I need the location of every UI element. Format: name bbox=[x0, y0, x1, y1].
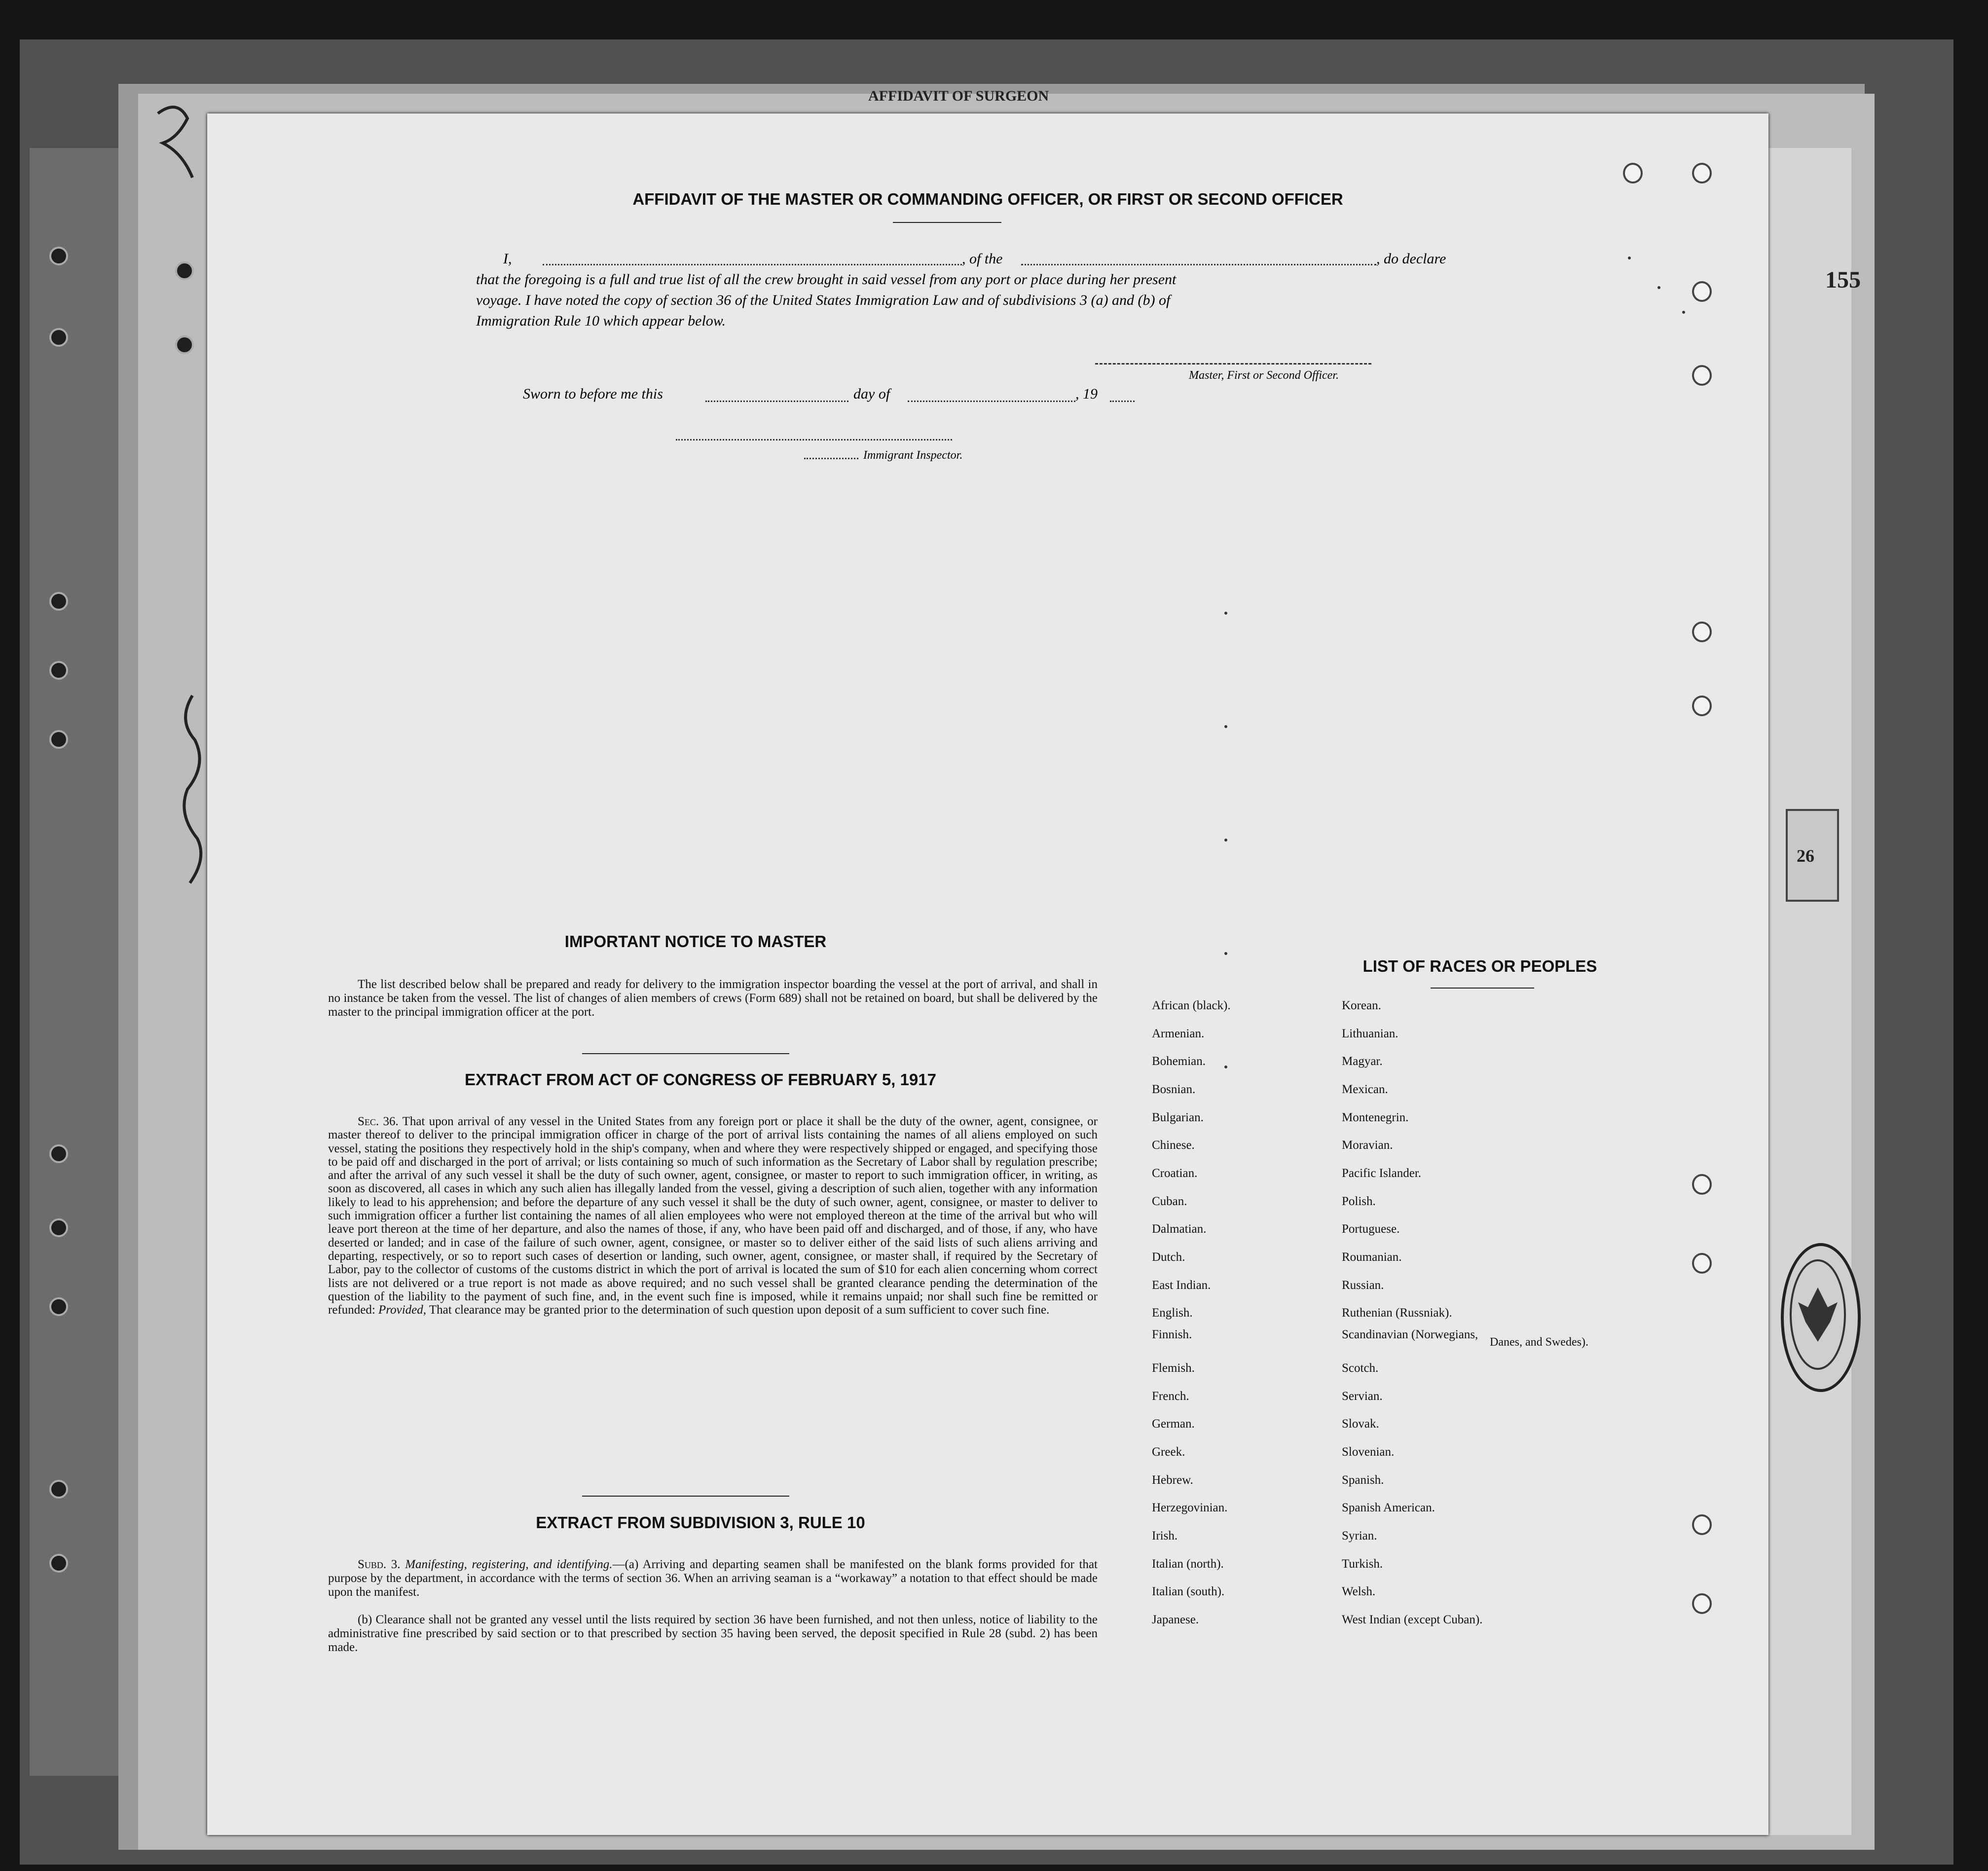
punch-hole bbox=[1623, 163, 1643, 183]
race-item: Irish. bbox=[1152, 1529, 1178, 1542]
race-item: Syrian. bbox=[1342, 1529, 1377, 1542]
race-item: Bulgarian. bbox=[1152, 1111, 1204, 1124]
race-item: Italian (north). bbox=[1152, 1557, 1224, 1571]
punch-hole bbox=[1692, 622, 1712, 642]
race-item: Greek. bbox=[1152, 1445, 1185, 1459]
act-provided-label: Provided, bbox=[378, 1303, 427, 1317]
mark bbox=[1224, 1065, 1227, 1068]
race-item: Bosnian. bbox=[1152, 1083, 1196, 1096]
race-item: French. bbox=[1152, 1390, 1189, 1403]
punch-hole bbox=[49, 1480, 68, 1499]
race-item: Polish. bbox=[1342, 1195, 1376, 1208]
affidavit-of-the: , of the bbox=[962, 251, 1003, 267]
act-text bbox=[328, 1115, 1098, 1317]
punch-hole bbox=[49, 661, 68, 680]
race-item: Spanish American. bbox=[1342, 1501, 1435, 1514]
punch-hole bbox=[49, 592, 68, 611]
race-item: Pacific Islander. bbox=[1342, 1167, 1422, 1180]
mark bbox=[1224, 725, 1227, 728]
race-item: Flemish. bbox=[1152, 1361, 1195, 1375]
punch-hole bbox=[49, 247, 68, 265]
sworn-year: , 19 bbox=[1075, 386, 1098, 402]
race-item-scandinavian-cont: Danes, and Swedes). bbox=[1490, 1336, 1588, 1349]
act-body: That upon arrival of any vessel in the United States from any foreign port or place it shall be the duty of the owner, agent, consignee, or master thereof to deliver to the principal immigration officer in charge of the port of arrival lists containing the names of all aliens employed on such vessel, stating the positions they respectively hold in the ship's company, when and where they were respectively shipped or engaged, and specifying those to be paid off and discharged in the port of arrival; or lists containing so much of such information as the Secretary of Labor shall by regulation prescribe; and after the arrival of any such vessel it shall be the duty of such owner, agent, consignee, or master to report to such immigration officer, in writing, as soon as discovered, all cases in which any such alien has illegally landed from the vessel, giving a description of such alien, together with any information likely to lead to his apprehension; and before the departure of any such vessel it shall be the duty of such owner, agent, consignee, or master to deliver to such immigration officer a further list containing the names of all alien employees who were not employed thereon at the time of the arrival but who will leave port thereon at the time of her departure, and also the names of those, if any, who have been paid off and discharged, and of those, if any, who have deserted or landed; and in case of the failure of such owner, agent, consignee, or master so to deliver either of the said lists of such aliens arriving and departing, respectively, or so to report such cases of desertion or landing, such owner, agent, consignee, or master shall, if required by the Secretary of Labor, pay to the collector of customs of the customs district in which the port of arrival is located the sum of $10 for each alien concerning whom correct lists are not delivered or a true report is not made as above required; and no such vessel shall be granted clearance pending the determination of the question of the liability to the payment of such fine, and, in the event such fine is imposed, while it remains unpaid; nor shall such fine be remitted or refunded: bbox=[328, 1115, 1098, 1317]
background-box: 26 bbox=[1786, 809, 1839, 902]
punch-hole bbox=[1692, 1253, 1712, 1274]
race-item: Moravian. bbox=[1342, 1138, 1393, 1152]
affidavit-line-3: voyage. I have noted the copy of section 36 of the United States Immigration Law and of subdivisions 3 (a) and (b) of bbox=[476, 292, 1171, 308]
background-heading: AFFIDAVIT OF SURGEON bbox=[868, 88, 1049, 104]
race-item: Chinese. bbox=[1152, 1138, 1195, 1152]
races-heading: LIST OF RACES OR PEOPLES bbox=[1362, 957, 1597, 975]
punch-hole bbox=[1692, 281, 1712, 302]
eagle-icon bbox=[1781, 1243, 1855, 1386]
punch-hole bbox=[1692, 696, 1712, 716]
punch-hole bbox=[49, 328, 68, 347]
handwriting-mark bbox=[148, 99, 212, 197]
race-item: Roumanian. bbox=[1342, 1250, 1402, 1264]
name-blank bbox=[543, 264, 962, 265]
rule-subd-title: Manifesting, registering, and identifying. bbox=[405, 1558, 613, 1571]
sworn-date-blank bbox=[705, 401, 848, 402]
race-item: Portuguese. bbox=[1342, 1222, 1400, 1236]
mark bbox=[1628, 257, 1631, 259]
punch-hole bbox=[49, 1218, 68, 1237]
punch-hole bbox=[1692, 365, 1712, 386]
punch-hole bbox=[175, 335, 194, 354]
notice-heading: IMPORTANT NOTICE TO MASTER bbox=[564, 932, 827, 951]
background-page-number: 155 bbox=[1825, 267, 1861, 293]
race-item: African (black). bbox=[1152, 999, 1231, 1012]
race-item: Japanese. bbox=[1152, 1613, 1199, 1626]
rule-para-a bbox=[328, 1558, 1098, 1599]
races-rule bbox=[1431, 988, 1534, 989]
race-item: Scotch. bbox=[1342, 1361, 1379, 1375]
race-item: Hebrew. bbox=[1152, 1473, 1193, 1487]
race-item: Italian (south). bbox=[1152, 1585, 1225, 1598]
inspector-label: Immigrant Inspector. bbox=[863, 449, 963, 462]
signature-label: Master, First or Second Officer. bbox=[1189, 369, 1339, 382]
race-item: Servian. bbox=[1342, 1390, 1383, 1403]
race-item: Slovenian. bbox=[1342, 1445, 1395, 1459]
sworn-prefix: Sworn to before me this bbox=[523, 386, 663, 402]
punch-hole bbox=[49, 1554, 68, 1573]
inspector-blank bbox=[676, 439, 952, 440]
affidavit-line-2: that the foregoing is a full and true list of all the crew brought in said vessel from any port or place during her present bbox=[476, 271, 1177, 288]
race-item: Welsh. bbox=[1342, 1585, 1376, 1598]
punch-hole bbox=[49, 1297, 68, 1316]
race-item: Spanish. bbox=[1342, 1473, 1384, 1487]
handwriting-mark bbox=[168, 691, 217, 888]
mark bbox=[1224, 839, 1227, 842]
notice-text: The list described below shall be prepared and ready for delivery to the immigration inspector boarding the vessel at the port of arrival, and shall in no instance be taken from the vessel. The list of changes of alien members of crews (Form 689) shall not be retained on board, but shall be delivered by the master to the principal immigration officer at the port. bbox=[328, 978, 1098, 1019]
race-item: West Indian (except Cuban). bbox=[1342, 1613, 1483, 1626]
race-item: Ruthenian (Russniak). bbox=[1342, 1306, 1452, 1320]
race-item: Korean. bbox=[1342, 999, 1381, 1012]
race-item: German. bbox=[1152, 1417, 1195, 1431]
race-item: Turkish. bbox=[1342, 1557, 1383, 1571]
race-item: Montenegrin. bbox=[1342, 1111, 1409, 1124]
race-item: Lithuanian. bbox=[1342, 1027, 1399, 1040]
race-item: Cuban. bbox=[1152, 1195, 1187, 1208]
rule-subd-label: Subd. 3. bbox=[358, 1558, 401, 1571]
signature-blank bbox=[1095, 363, 1371, 365]
affidavit-page bbox=[207, 113, 1768, 1835]
consulate-stamp bbox=[1781, 1243, 1861, 1392]
punch-hole bbox=[49, 1144, 68, 1163]
race-item: East Indian. bbox=[1152, 1279, 1211, 1292]
inspector-blank-2 bbox=[804, 458, 858, 459]
act-section-label: Sec. 36. bbox=[358, 1115, 399, 1128]
affidavit-line-4: Immigration Rule 10 which appear below. bbox=[476, 313, 726, 329]
race-item: Herzegovinian. bbox=[1152, 1501, 1228, 1514]
race-item: Russian. bbox=[1342, 1279, 1384, 1292]
sworn-day: day of bbox=[853, 386, 890, 402]
act-heading: EXTRACT FROM ACT OF CONGRESS OF FEBRUARY 5, 1917 bbox=[465, 1070, 936, 1089]
rule-para-b: (b) Clearance shall not be granted any vessel until the lists required by section 36 have been furnished, and not then unless, notice of liability to the administrative fine prescribed by said section or to that prescribed by section 35 having been served, the deposit specified in Rule 28 (subd. 2) has been made. bbox=[328, 1613, 1098, 1654]
act-rule bbox=[582, 1496, 789, 1497]
punch-hole bbox=[1692, 1174, 1712, 1195]
race-item: Bohemian. bbox=[1152, 1055, 1206, 1068]
punch-hole bbox=[175, 261, 194, 280]
sworn-month-blank bbox=[908, 401, 1075, 402]
race-item: Dalmatian. bbox=[1152, 1222, 1207, 1236]
mark bbox=[1224, 612, 1227, 615]
race-item: English. bbox=[1152, 1306, 1193, 1320]
mark bbox=[1224, 952, 1227, 955]
mark bbox=[1682, 311, 1685, 314]
punch-hole bbox=[49, 730, 68, 749]
notice-rule bbox=[582, 1053, 789, 1054]
race-item: Mexican. bbox=[1342, 1083, 1388, 1096]
mark bbox=[1657, 286, 1660, 289]
race-item: Scandinavian (Norwegians, bbox=[1342, 1328, 1478, 1341]
race-item: Slovak. bbox=[1342, 1417, 1379, 1431]
race-item: Finnish. bbox=[1152, 1328, 1192, 1341]
punch-hole bbox=[1692, 163, 1712, 183]
rule-heading: EXTRACT FROM SUBDIVISION 3, RULE 10 bbox=[536, 1513, 865, 1532]
race-item: Dutch. bbox=[1152, 1250, 1185, 1264]
heading-rule bbox=[893, 222, 1001, 223]
race-item: Armenian. bbox=[1152, 1027, 1205, 1040]
affidavit-declare: , do declare bbox=[1376, 251, 1446, 267]
race-item: Magyar. bbox=[1342, 1055, 1383, 1068]
affidavit-heading: AFFIDAVIT OF THE MASTER OR COMMANDING OFFICER, OR FIRST OR SECOND OFFICER bbox=[632, 190, 1343, 208]
punch-hole bbox=[1692, 1593, 1712, 1614]
affidavit-i: I, bbox=[503, 251, 512, 267]
sworn-year-blank bbox=[1110, 401, 1135, 402]
rule-para-a-text: —(a) Arriving and departing seamen shall be manifested on the blank forms provided for that purpose by the department, in accordance with the terms of section 36. When an arriving seaman is a “workaway” a notation to that effect should be made upon the manifest. bbox=[328, 1558, 1098, 1599]
vessel-blank bbox=[1021, 264, 1376, 265]
race-item: Croatian. bbox=[1152, 1167, 1198, 1180]
act-provided-text: That clearance may be granted prior to the determination of such question upon deposit of a sum sufficient to cover such fine. bbox=[429, 1303, 1050, 1317]
punch-hole bbox=[1692, 1514, 1712, 1535]
